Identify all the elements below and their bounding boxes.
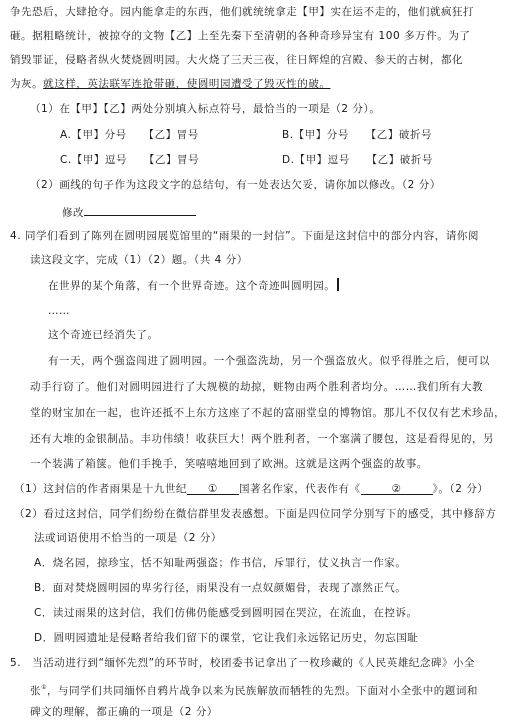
sub-question-text: 国著名作家，代表作有《 [238,483,361,495]
text-cursor [337,278,339,291]
question-stem: 读这段文字，完成（1）（2）题。（共 4 分） [30,254,248,266]
footnote-marker: ① [41,684,47,691]
question-text: ，与同学们共同缅怀自鸦片战争以来为民族解放而牺牲的先烈。下面对小全张中的题词和 [47,685,478,697]
revise-label: 修改 [62,207,85,219]
question-stem: 5. 当活动进行到“缅怀先烈”的环节时，校团委书记拿出了一枚珍藏的《人民英雄纪念碑》小全 [10,657,476,669]
revise-row [62,203,196,220]
underlined-sentence: 就这样，英法联军连抢带砸，使圆明园遭受了毁灭性的破。 [43,78,331,90]
passage-line: 争先恐后，大肆抢夺。园内能拿走的东西，他们就统统拿走【甲】实在运不走的，他们就疯狂打 [10,6,475,18]
sub-question-text: 》。（2 分） [432,483,489,495]
question-stem: （2）画线的句子作为这段文字的总结句，有一处表达欠妥，请你加以修改。（2 分） [30,179,441,191]
letter-paragraph: 这个奇迹已经消失了。 [48,329,159,341]
answer-blank-2[interactable] [361,482,433,495]
letter-paragraph: 动手行窃了。他们对圆明园进行了大规模的劫掠，赃物由两个胜利者均分。……我们所有大教 [30,381,484,393]
option-b[interactable]: B.【甲】分号 【乙】破折号 [282,129,433,141]
option-c[interactable]: C.【甲】逗号 【乙】冒号 [60,154,200,166]
passage-line: 销毁罪证，侵略者纵火焚烧圆明园。大火烧了三天三夜，往日辉煌的宫殿、参天的古树，都化 [10,54,464,66]
letter-ellipsis: …… [48,305,71,317]
question-stem: 碑文的理解，都正确的一项是（2 分） [30,706,218,718]
revise-answer-blank[interactable] [84,203,196,216]
option-c[interactable]: C．读过雨果的这封信，我们仿佛仍能感受到圆明园在哭泣，在流血，在控诉。 [34,607,418,619]
option-a[interactable]: A．烧名园，掠珍宝，恬不知耻两强盗；作书信，斥罪行，仗义执言一作家。 [34,557,407,569]
passage-line: 砸。据粗略统计，被掠夺的文物【乙】上至先秦下至清朝的各种奇珍异宝有 100 多万件。为了 [10,30,471,42]
option-d[interactable]: D．圆明园遗址是侵略者给我们留下的课堂，它让我们永远铭记历史，勿忘国耻 [34,632,419,644]
letter-paragraph: 一个装满了箱箧。他们手挽手，笑嘻嘻地回到了欧洲。这就是这两个强盗的故事。 [30,458,428,470]
sub-question-1 [14,482,488,496]
question-text: 张 [30,685,42,697]
answer-blank-1[interactable] [187,482,239,495]
letter-paragraph: 有一天，两个强盗闯进了圆明园。一个强盗洗劫，另一个强盗放火。似乎得胜之后，便可以 [48,355,490,367]
sub-question-text: （1）这封信的作者雨果是十九世纪 [14,483,187,495]
option-b[interactable]: B．面对焚烧圆明园的卑劣行径，雨果没有一点奴颜媚骨，表现了凛然正气。 [34,582,407,594]
letter-text: 在世界的某个角落，有一个世界奇迹。这个奇迹叫圆明园。 [48,280,336,292]
passage-text: 为灰。 [10,78,44,90]
blank-marker: ② [391,483,402,495]
sub-question-2: （2）看过这封信，同学们纷纷在微信群里发表感想。下面是四位同学分别写下的感受，其中修辞方 [14,508,497,520]
question-stem: （1）在【甲】【乙】两处分别填入标点符号，最恰当的一项是（2 分）。 [30,103,381,115]
option-a[interactable]: A.【甲】分号 【乙】冒号 [60,129,199,141]
letter-paragraph: 堂的财宝加在一起，也许还抵不上东方这座了不起的富丽堂皇的博物馆。那儿不仅仅有艺术珍品， [30,407,506,419]
question-stem [30,681,478,698]
sub-question-2: 法或词语使用不恰当的一项是（2 分） [34,532,222,544]
option-d[interactable]: D.【甲】逗号 【乙】破折号 [282,154,433,166]
question-stem: 4. 同学们看到了陈列在圆明园展览馆里的“雨果的一封信”。下面是这封信中的部分内容，请你阅 [10,230,479,242]
passage-line [10,77,330,91]
blank-marker: ① [208,483,218,495]
letter-paragraph: 还有大堆的金银制品。丰功伟绩！收获巨大！两个胜利者，一个塞满了腰包，这是看得见的，另 [30,433,495,445]
letter-paragraph [48,278,339,293]
